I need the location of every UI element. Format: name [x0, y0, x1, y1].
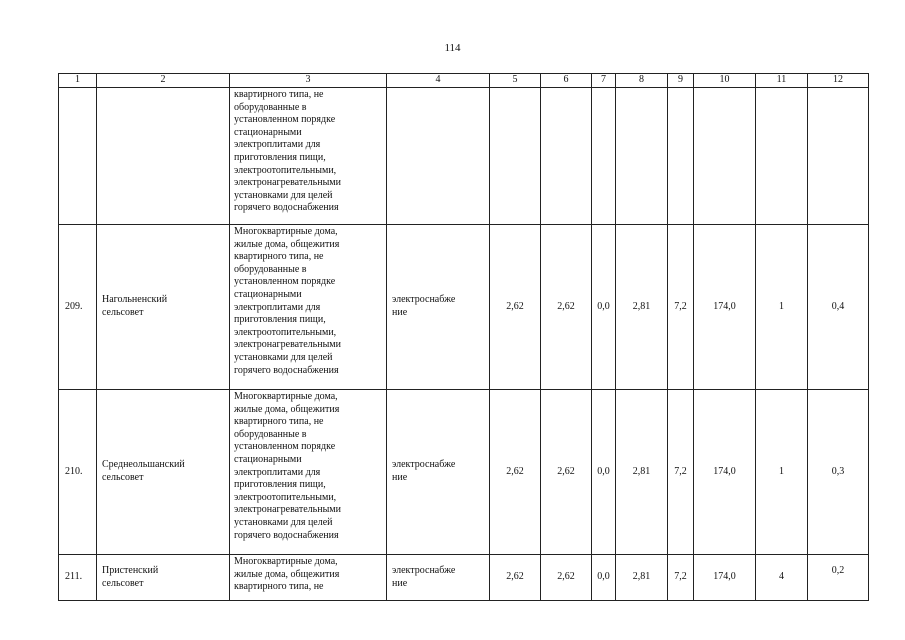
value-col12: 0,3 [808, 390, 869, 555]
service-text: ние [392, 472, 408, 483]
value-col8: 2,81 [616, 225, 668, 390]
description-line: квартирного типа, не [234, 416, 324, 428]
column-header: 6 [541, 74, 592, 88]
description-line: электронагревательными [234, 504, 341, 516]
table-row [59, 555, 869, 601]
row-number: 210. [59, 390, 97, 555]
value-col9: 7,2 [668, 390, 694, 555]
value-cell [668, 88, 694, 225]
header-row [59, 74, 869, 88]
service-cell [387, 390, 490, 555]
value-col10: 174,0 [694, 390, 756, 555]
column-header: 7 [592, 74, 616, 88]
column-header: 4 [387, 74, 490, 88]
value-cell [756, 88, 808, 225]
service-text: электроснабже [392, 459, 456, 471]
page-number: 114 [444, 42, 461, 54]
locality-name: Нагольненский [102, 294, 168, 306]
description-cell [230, 225, 387, 390]
description-line: горячего водоснабжения [234, 529, 339, 541]
description-line: электроотопительными, [234, 491, 337, 503]
description-line: жилые дома, общежития [234, 238, 340, 250]
column-header: 9 [668, 74, 694, 88]
value-cell [808, 88, 869, 225]
description-line: установленном порядке [234, 114, 336, 126]
description-line: приготовления пищи, [234, 314, 326, 326]
service-text: электроснабже [392, 294, 456, 306]
value-col5: 2,62 [490, 555, 541, 601]
description-line: горячего водоснабжения [234, 202, 339, 214]
description-line: Многоквартирные дома, [234, 391, 338, 402]
description-line: электроплитами для [234, 466, 321, 478]
column-header: 5 [490, 74, 541, 88]
value-col11: 4 [756, 555, 808, 601]
description-line: Многоквартирные дома, [234, 556, 338, 567]
value-col9: 7,2 [668, 555, 694, 601]
description-line: жилые дома, общежития [234, 403, 340, 415]
description-cell [230, 88, 387, 225]
service-cell [387, 225, 490, 390]
description-line: жилые дома, общежития [234, 568, 340, 580]
description-line: стационарными [234, 453, 302, 465]
value-col12: 0,4 [808, 225, 869, 390]
description-cell [230, 555, 387, 601]
description-line: установками для целей [234, 351, 333, 363]
description-line: электроотопительными, [234, 164, 337, 176]
value-col5: 2,62 [490, 390, 541, 555]
description-line: квартирного типа, не [234, 251, 324, 263]
value-col6: 2,62 [541, 390, 592, 555]
value-cell [541, 88, 592, 225]
value-col6: 2,62 [541, 555, 592, 601]
locality-name: Пристенский [102, 564, 159, 576]
locality-cell [97, 88, 230, 225]
table-row-continued [59, 88, 869, 225]
locality-cell [97, 390, 230, 555]
service-text: ние [392, 307, 408, 318]
locality-type: сельсовет [102, 577, 144, 589]
value-cell [592, 88, 616, 225]
value-col12: 0,2 [808, 555, 869, 601]
description-line: установками для целей [234, 516, 333, 528]
value-col6: 2,62 [541, 225, 592, 390]
column-header: 2 [97, 74, 230, 88]
description-line: оборудованные в [234, 428, 307, 440]
locality-cell [97, 225, 230, 390]
description-line: оборудованные в [234, 263, 307, 275]
locality-name: Среднеольшанский [102, 459, 185, 471]
column-header: 10 [694, 74, 756, 88]
service-cell [387, 555, 490, 601]
column-header: 11 [756, 74, 808, 88]
value-col10: 174,0 [694, 225, 756, 390]
description-line: электроплитами для [234, 301, 321, 313]
value-col11: 1 [756, 225, 808, 390]
table-row [59, 225, 869, 390]
description-line: стационарными [234, 126, 302, 138]
value-col7: 0,0 [592, 225, 616, 390]
table-row [59, 390, 869, 555]
description-line: оборудованные в [234, 101, 307, 113]
value-col5: 2,62 [490, 225, 541, 390]
description-line: установленном порядке [234, 441, 336, 453]
value-cell [616, 88, 668, 225]
description-line: горячего водоснабжения [234, 364, 339, 376]
value-col11: 1 [756, 390, 808, 555]
description-line: электронагревательными [234, 177, 341, 189]
locality-cell [97, 555, 230, 601]
service-cell [387, 88, 490, 225]
description-line: установленном порядке [234, 276, 336, 288]
value-col10: 174,0 [694, 555, 756, 601]
description-line: квартирного типа, не [234, 581, 324, 593]
value-col8: 2,81 [616, 555, 668, 601]
column-header: 12 [808, 74, 869, 88]
description-line: стационарными [234, 288, 302, 300]
description-line: электроотопительными, [234, 326, 337, 338]
column-header: 1 [59, 74, 97, 88]
value-col9: 7,2 [668, 225, 694, 390]
description-line: Многоквартирные дома, [234, 226, 338, 237]
service-text: электроснабже [392, 564, 456, 576]
service-text: ние [392, 577, 408, 589]
description-line: квартирного типа, не [234, 89, 324, 100]
row-number: 209. [59, 225, 97, 390]
value-cell [490, 88, 541, 225]
tariff-table [58, 73, 869, 601]
description-line: приготовления пищи, [234, 479, 326, 491]
value-col8: 2,81 [616, 390, 668, 555]
value-cell [694, 88, 756, 225]
locality-type: сельсовет [102, 307, 144, 318]
description-line: электронагревательными [234, 339, 341, 351]
column-header: 8 [616, 74, 668, 88]
description-line: электроплитами для [234, 139, 321, 151]
description-cell [230, 390, 387, 555]
description-line: установками для целей [234, 189, 333, 201]
value-col7: 0,0 [592, 555, 616, 601]
row-number-cell [59, 88, 97, 225]
row-number: 211. [59, 555, 97, 601]
locality-type: сельсовет [102, 472, 144, 483]
value-col7: 0,0 [592, 390, 616, 555]
description-line: приготовления пищи, [234, 151, 326, 163]
column-header: 3 [230, 74, 387, 88]
